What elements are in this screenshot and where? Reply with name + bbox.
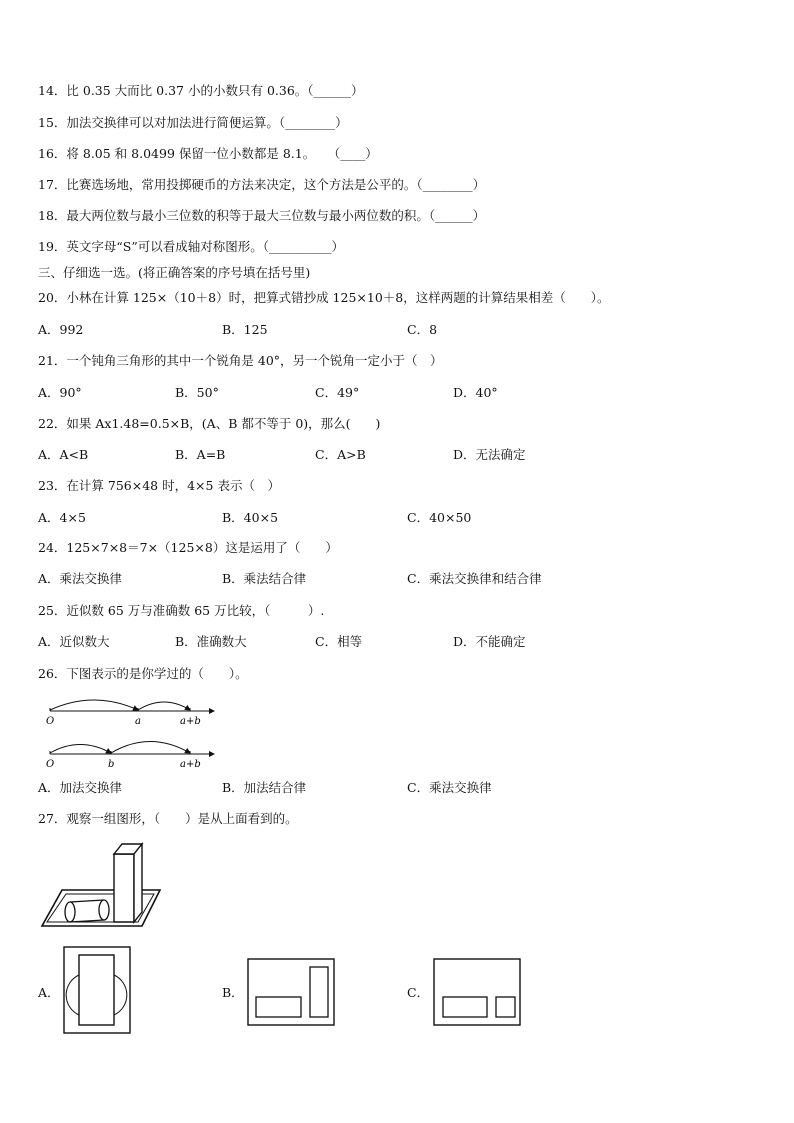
q26-option-a: A．加法交换律 <box>38 780 123 795</box>
question-27: 27．观察一组图形，（ ）是从上面看到的。 <box>38 811 298 826</box>
arc-b-2 <box>50 745 111 754</box>
tf-14: 14．比 0.35 大而比 0.37 小的小数只有 0.36。（______） <box>38 83 364 98</box>
tf-17: 17．比赛选场地，常用投掷硬币的方法来决定，这个方法是公平的。（________） <box>38 177 486 192</box>
q27-option-a: A． <box>38 985 60 1000</box>
tf-18: 18．最大两位数与最小三位数的积等于最大三位数与最小两位数的积。（______） <box>38 208 486 223</box>
option-b-figure <box>247 958 335 1026</box>
q26-option-b: B．加法结合律 <box>222 780 307 795</box>
q24-option-b: B．乘法结合律 <box>222 571 307 586</box>
label-zero-2: O <box>46 759 55 770</box>
q25-option-d: D．不能确定 <box>453 634 526 649</box>
tf-15: 15．加法交换律可以对加法进行简便运算。（________） <box>38 115 348 130</box>
option-a-figure <box>62 945 132 1035</box>
q23-option-c: C．40×50 <box>407 510 472 525</box>
q22-option-c: C．A>B <box>315 447 366 462</box>
q25-option-a: A．近似数大 <box>38 634 110 649</box>
q22-option-d: D．无法确定 <box>453 447 526 462</box>
q20-option-b: B．125 <box>222 322 268 337</box>
question-21: 21．一个钝角三角形的其中一个锐角是 40°，另一个锐角一定小于（ ） <box>38 353 443 368</box>
q21-option-d: D．40° <box>453 385 498 400</box>
arc-a-2 <box>111 742 190 754</box>
label-a-1: a <box>135 716 141 727</box>
option-c-figure <box>433 958 521 1026</box>
q21-option-c: C．49° <box>315 385 360 400</box>
q24-option-c: C．乘法交换律和结合律 <box>407 571 542 586</box>
arc-a <box>50 700 138 710</box>
question-20: 20．小林在计算 125×（10＋8）时，把算式错抄成 125×10＋8，这样两题的计算结果相差（ ）。 <box>38 290 610 305</box>
label-sum-1: a+b <box>180 716 201 727</box>
question-24: 24．125×7×8＝7×（125×8）这是运用了（ ） <box>38 540 338 555</box>
label-b-2: b <box>108 759 115 770</box>
q27-option-b: B． <box>222 985 244 1000</box>
question-26: 26．下图表示的是你学过的（ ）。 <box>38 666 248 681</box>
q24-option-a: A．乘法交换律 <box>38 571 123 586</box>
label-sum-2: a+b <box>180 759 201 770</box>
q20-option-a: A．992 <box>38 322 84 337</box>
q23-option-b: B．40×5 <box>222 510 279 525</box>
q23-option-a: A．4×5 <box>38 510 86 525</box>
label-zero-1: O <box>46 716 55 727</box>
q25-option-b: B．准确数大 <box>175 634 247 649</box>
tf-16: 16．将 8.05 和 8.0499 保留一位小数都是 8.1。 （____） <box>38 146 378 161</box>
question-25: 25．近似数 65 万与准确数 65 万比较，（ ）. <box>38 603 325 618</box>
question-22: 22．如果 Ax1.48=0.5×B，(A、B 都不等于 0)，那么( ) <box>38 416 381 431</box>
object-3d-figure <box>38 840 168 932</box>
arc-b <box>138 702 190 710</box>
q21-option-a: A．90° <box>38 385 82 400</box>
tf-19: 19．英文字母“S”可以看成轴对称图形。（__________） <box>38 239 345 254</box>
q21-option-b: B．50° <box>175 385 219 400</box>
q22-option-b: B．A=B <box>175 447 226 462</box>
q27-option-c: C． <box>407 985 430 1000</box>
q22-option-a: A．A<B <box>38 447 89 462</box>
q20-option-c: C．8 <box>407 322 438 337</box>
q26-option-c: C．乘法交换律 <box>407 780 492 795</box>
question-23: 23．在计算 756×48 时，4×5 表示（ ） <box>38 478 280 493</box>
q25-option-c: C．相等 <box>315 634 363 649</box>
section3-heading: 三、仔细选一选。(将正确答案的序号填在括号里) <box>38 265 311 280</box>
number-line-figure <box>38 690 228 770</box>
